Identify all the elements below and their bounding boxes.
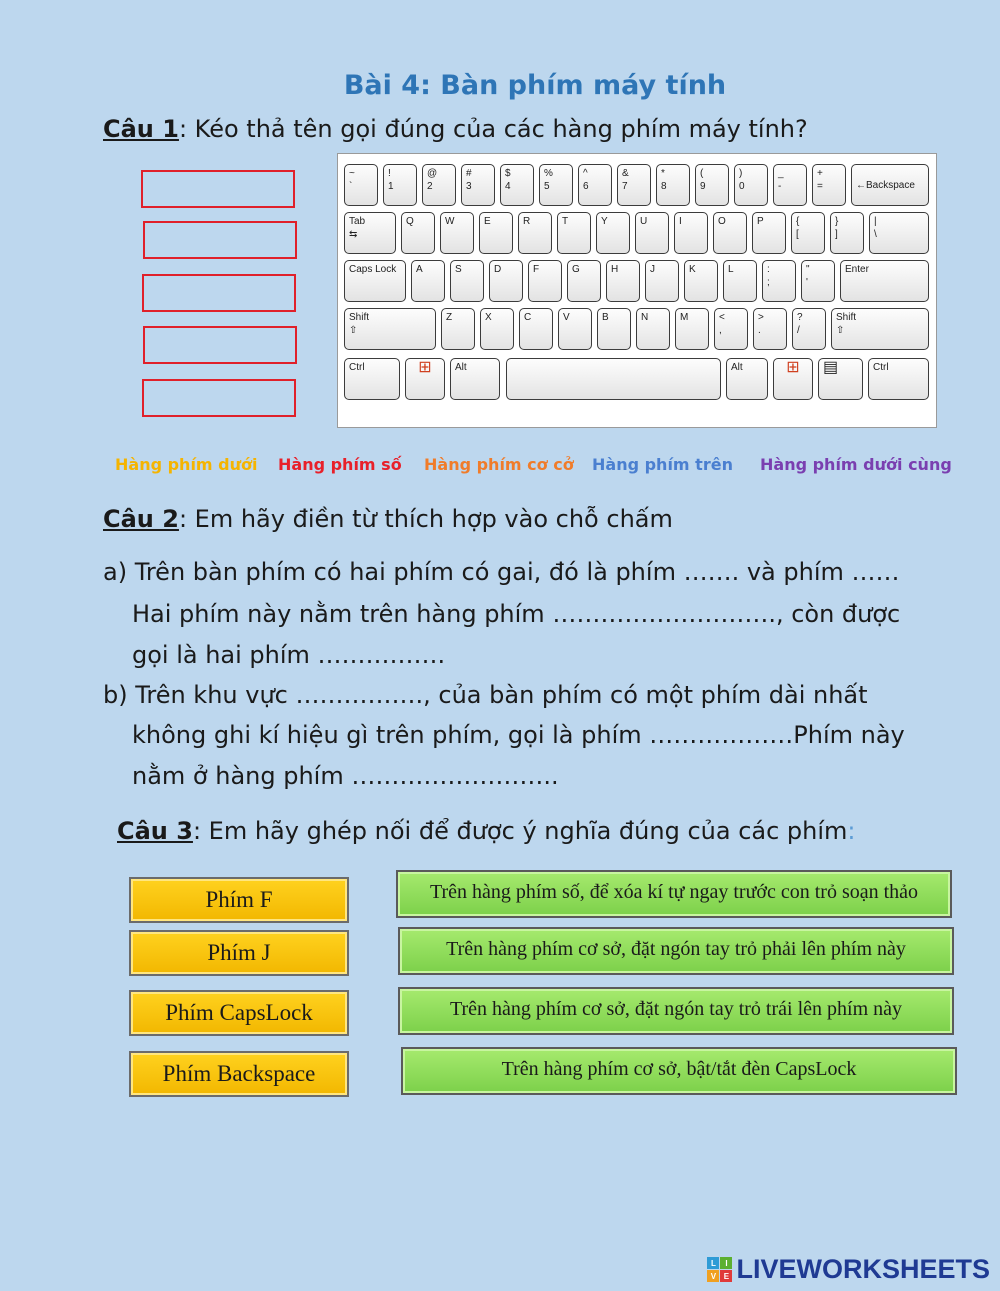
question-2-line: nằm ở hàng phím …………………….. xyxy=(132,762,559,790)
key: F xyxy=(528,260,562,302)
keyboard-image xyxy=(337,153,937,428)
drop-zone-3[interactable] xyxy=(142,274,296,312)
question-2-line: không ghi kí hiệu gì trên phím, gọi là phím ………………Phím này xyxy=(132,721,905,749)
question-2-line: b) Trên khu vực ……………., của bàn phím có một phím dài nhất xyxy=(103,681,868,709)
label-hang-phim-duoi-cung[interactable] xyxy=(760,455,952,474)
match-meaning-text: Trên hàng phím cơ sở, bật/tắt đèn CapsLock xyxy=(501,1058,857,1080)
key: Ctrl xyxy=(868,358,929,400)
match-key-backspace[interactable] xyxy=(129,1051,349,1097)
drop-zone-2[interactable] xyxy=(143,221,297,259)
drop-zone-1[interactable] xyxy=(141,170,295,208)
key: ! 1 xyxy=(383,164,417,206)
key: % 5 xyxy=(539,164,573,206)
match-key-label: Phím J xyxy=(207,940,271,965)
key: + = xyxy=(812,164,846,206)
match-key-j[interactable] xyxy=(129,930,349,976)
key: ^ 6 xyxy=(578,164,612,206)
key: { [ xyxy=(791,212,825,254)
key: & 7 xyxy=(617,164,651,206)
key: ( 9 xyxy=(695,164,729,206)
question-2-line: a) Trên bàn phím có hai phím có gai, đó là phím ……. và phím …… xyxy=(103,558,900,586)
key: B xyxy=(597,308,631,350)
label-hang-phim-duoi[interactable] xyxy=(115,455,258,474)
match-key-label: Phím F xyxy=(205,887,273,912)
key: Shift ⇧ xyxy=(344,308,436,350)
key: N xyxy=(636,308,670,350)
key: U xyxy=(635,212,669,254)
drop-zone-5[interactable] xyxy=(142,379,296,417)
key: ? / xyxy=(792,308,826,350)
question-3-text: : Em hãy ghép nối để được ý nghĩa đúng của các phím xyxy=(192,817,848,845)
windows-key-icon: ⊞ xyxy=(773,358,813,400)
key: > . xyxy=(753,308,787,350)
key: Alt xyxy=(450,358,500,400)
key: L xyxy=(723,260,757,302)
key: V xyxy=(558,308,592,350)
logo-letter: L xyxy=(707,1257,719,1269)
key: ) 0 xyxy=(734,164,768,206)
key: _ - xyxy=(773,164,807,206)
question-3 xyxy=(117,817,856,845)
key: @ 2 xyxy=(422,164,456,206)
key: D xyxy=(489,260,523,302)
key: I xyxy=(674,212,708,254)
question-3-colon: : xyxy=(847,817,856,845)
label-hang-phim-tren[interactable] xyxy=(592,455,733,474)
key: ~ ` xyxy=(344,164,378,206)
match-meaning-4[interactable] xyxy=(401,1047,957,1095)
key: | \ xyxy=(869,212,929,254)
key: H xyxy=(606,260,640,302)
key: K xyxy=(684,260,718,302)
label-text: Hàng phím cơ cở xyxy=(424,455,574,474)
logo-letter: V xyxy=(707,1270,719,1282)
question-3-label: Câu 3 xyxy=(117,817,193,845)
match-meaning-1[interactable] xyxy=(396,870,952,918)
key: } ] xyxy=(830,212,864,254)
key: Alt xyxy=(726,358,768,400)
key: G xyxy=(567,260,601,302)
key: * 8 xyxy=(656,164,690,206)
brand-text: LIVEWORKSHEETS xyxy=(736,1254,990,1284)
question-1-text: : Kéo thả tên gọi đúng của các hàng phím máy tính? xyxy=(178,115,808,143)
key: S xyxy=(450,260,484,302)
key: " ' xyxy=(801,260,835,302)
key: C xyxy=(519,308,553,350)
liveworksheets-logo xyxy=(707,1254,990,1285)
match-meaning-text: Trên hàng phím cơ sở, đặt ngón tay trỏ phải lên phím này xyxy=(446,938,906,960)
key: Q xyxy=(401,212,435,254)
key: $ 4 xyxy=(500,164,534,206)
windows-key-icon: ⊞ xyxy=(405,358,445,400)
question-2-label: Câu 2 xyxy=(103,505,179,533)
label-hang-phim-so[interactable] xyxy=(278,455,402,474)
key: P xyxy=(752,212,786,254)
match-key-label: Phím Backspace xyxy=(162,1061,316,1086)
key: Y xyxy=(596,212,630,254)
key: J xyxy=(645,260,679,302)
drop-zone-4[interactable] xyxy=(143,326,297,364)
label-hang-phim-co-so[interactable] xyxy=(424,455,574,474)
key: R xyxy=(518,212,552,254)
key: O xyxy=(713,212,747,254)
question-2-line: Hai phím này nằm trên hàng phím ………………………., còn được xyxy=(132,600,901,628)
key: X xyxy=(480,308,514,350)
space-key xyxy=(506,358,721,400)
key: E xyxy=(479,212,513,254)
menu-key-icon: ▤ xyxy=(818,358,863,400)
match-meaning-2[interactable] xyxy=(398,927,954,975)
key: ←Backspace xyxy=(851,164,929,206)
match-meaning-text: Trên hàng phím cơ sở, đặt ngón tay trỏ trái lên phím này xyxy=(449,998,902,1020)
key: Z xyxy=(441,308,475,350)
key: A xyxy=(411,260,445,302)
key: M xyxy=(675,308,709,350)
key: Enter xyxy=(840,260,929,302)
key: Ctrl xyxy=(344,358,400,400)
logo-letter: I xyxy=(720,1257,732,1269)
question-2-text: : Em hãy điền từ thích hợp vào chỗ chấm xyxy=(178,505,673,533)
match-key-label: Phím CapsLock xyxy=(165,1000,313,1025)
key: Caps Lock xyxy=(344,260,406,302)
key: : ; xyxy=(762,260,796,302)
match-meaning-3[interactable] xyxy=(398,987,954,1035)
question-1-label: Câu 1 xyxy=(103,115,179,143)
question-1 xyxy=(103,115,808,143)
live-logo-icon xyxy=(707,1257,732,1282)
question-2 xyxy=(103,505,673,533)
label-text: Hàng phím dưới cùng xyxy=(760,455,952,474)
logo-letter: E xyxy=(720,1270,732,1282)
key: < , xyxy=(714,308,748,350)
label-text: Hàng phím trên xyxy=(592,455,733,474)
key: Shift ⇧ xyxy=(831,308,929,350)
key: T xyxy=(557,212,591,254)
label-text: Hàng phím dưới xyxy=(115,455,258,474)
question-2-line: gọi là hai phím ……………. xyxy=(132,641,446,669)
label-text: Hàng phím số xyxy=(278,455,402,474)
match-meaning-text: Trên hàng phím số, để xóa kí tự ngay trước con trỏ soạn thảo xyxy=(429,881,919,903)
page-title: Bài 4: Bàn phím máy tính xyxy=(343,70,727,101)
key: # 3 xyxy=(461,164,495,206)
match-key-capslock[interactable] xyxy=(129,990,349,1036)
key: Tab ⇆ xyxy=(344,212,396,254)
key: W xyxy=(440,212,474,254)
match-key-f[interactable] xyxy=(129,877,349,923)
